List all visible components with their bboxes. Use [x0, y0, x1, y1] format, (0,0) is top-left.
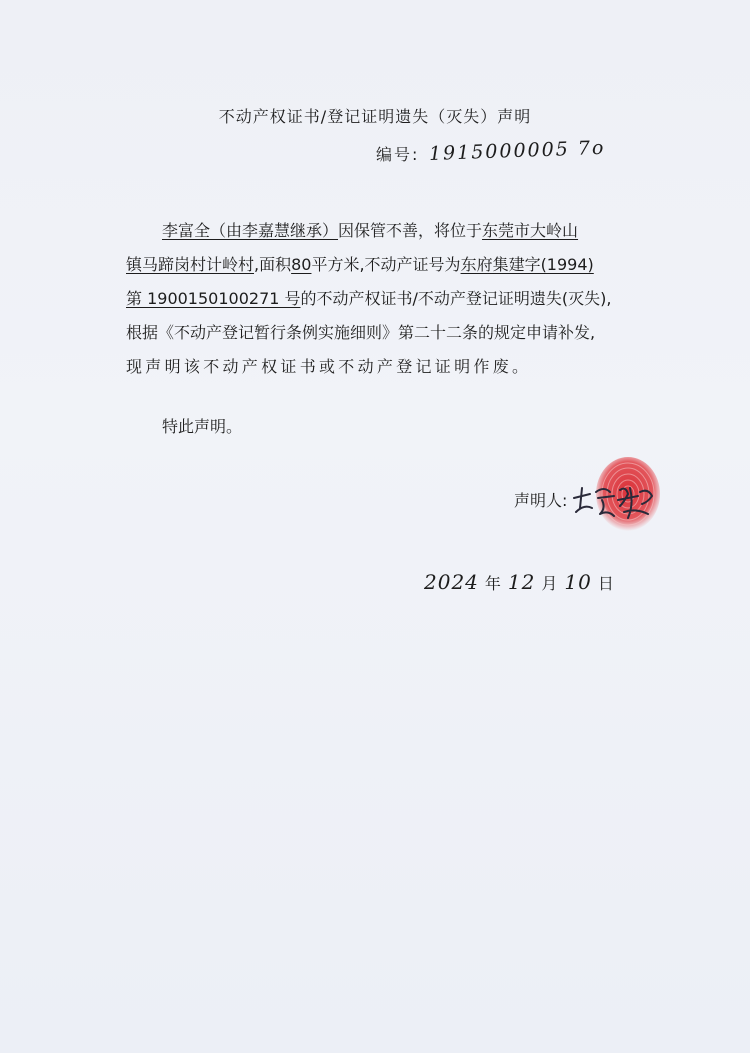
handwritten-signature [568, 478, 658, 526]
date-day-unit: 日 [597, 574, 615, 593]
declaration-date [424, 570, 615, 594]
body-line-3 [126, 282, 666, 316]
body-line-1 [126, 214, 666, 248]
serial-number-row [376, 136, 607, 168]
declaration-body [126, 214, 666, 384]
body-line-2 [126, 248, 666, 282]
date-year-unit: 年 [484, 574, 502, 593]
serial-number-handwritten: 1915000005 7o [429, 136, 607, 165]
body-text: 的不动产权证书/不动产登记证明遗失(灭失), [300, 289, 612, 308]
signer-label: 声明人: [514, 491, 568, 510]
document-title: 不动产权证书/登记证明遗失（灭失）声明 [218, 107, 532, 126]
serial-label: 编号: [376, 145, 420, 164]
certificate-prefix: 东府集建字(1994) [460, 255, 594, 274]
body-line-5: 现声明该不动产权证书或不动产登记证明作废。 [126, 357, 532, 376]
date-day: 10 [564, 570, 592, 594]
property-area: 80 [291, 255, 312, 274]
date-year: 2024 [424, 570, 479, 594]
date-month-unit: 月 [541, 574, 559, 593]
body-text: 因保管不善，将位于 [338, 221, 483, 240]
owner-name: 李富全（由李嘉慧继承） [162, 221, 339, 240]
body-line-4: 根据《不动产登记暂行条例实施细则》第二十二条的规定申请补发, [126, 323, 596, 342]
date-month: 12 [507, 570, 536, 594]
body-text: ,面积 [254, 255, 292, 274]
property-location-part2: 镇马蹄岗村计岭村 [126, 255, 255, 274]
certificate-number: 第 1900150100271 号 [126, 289, 301, 308]
closing-statement: 特此声明。 [162, 417, 243, 436]
property-location-part1: 东莞市大岭山 [482, 221, 579, 240]
body-text: 平方米,不动产证号为 [311, 255, 461, 274]
